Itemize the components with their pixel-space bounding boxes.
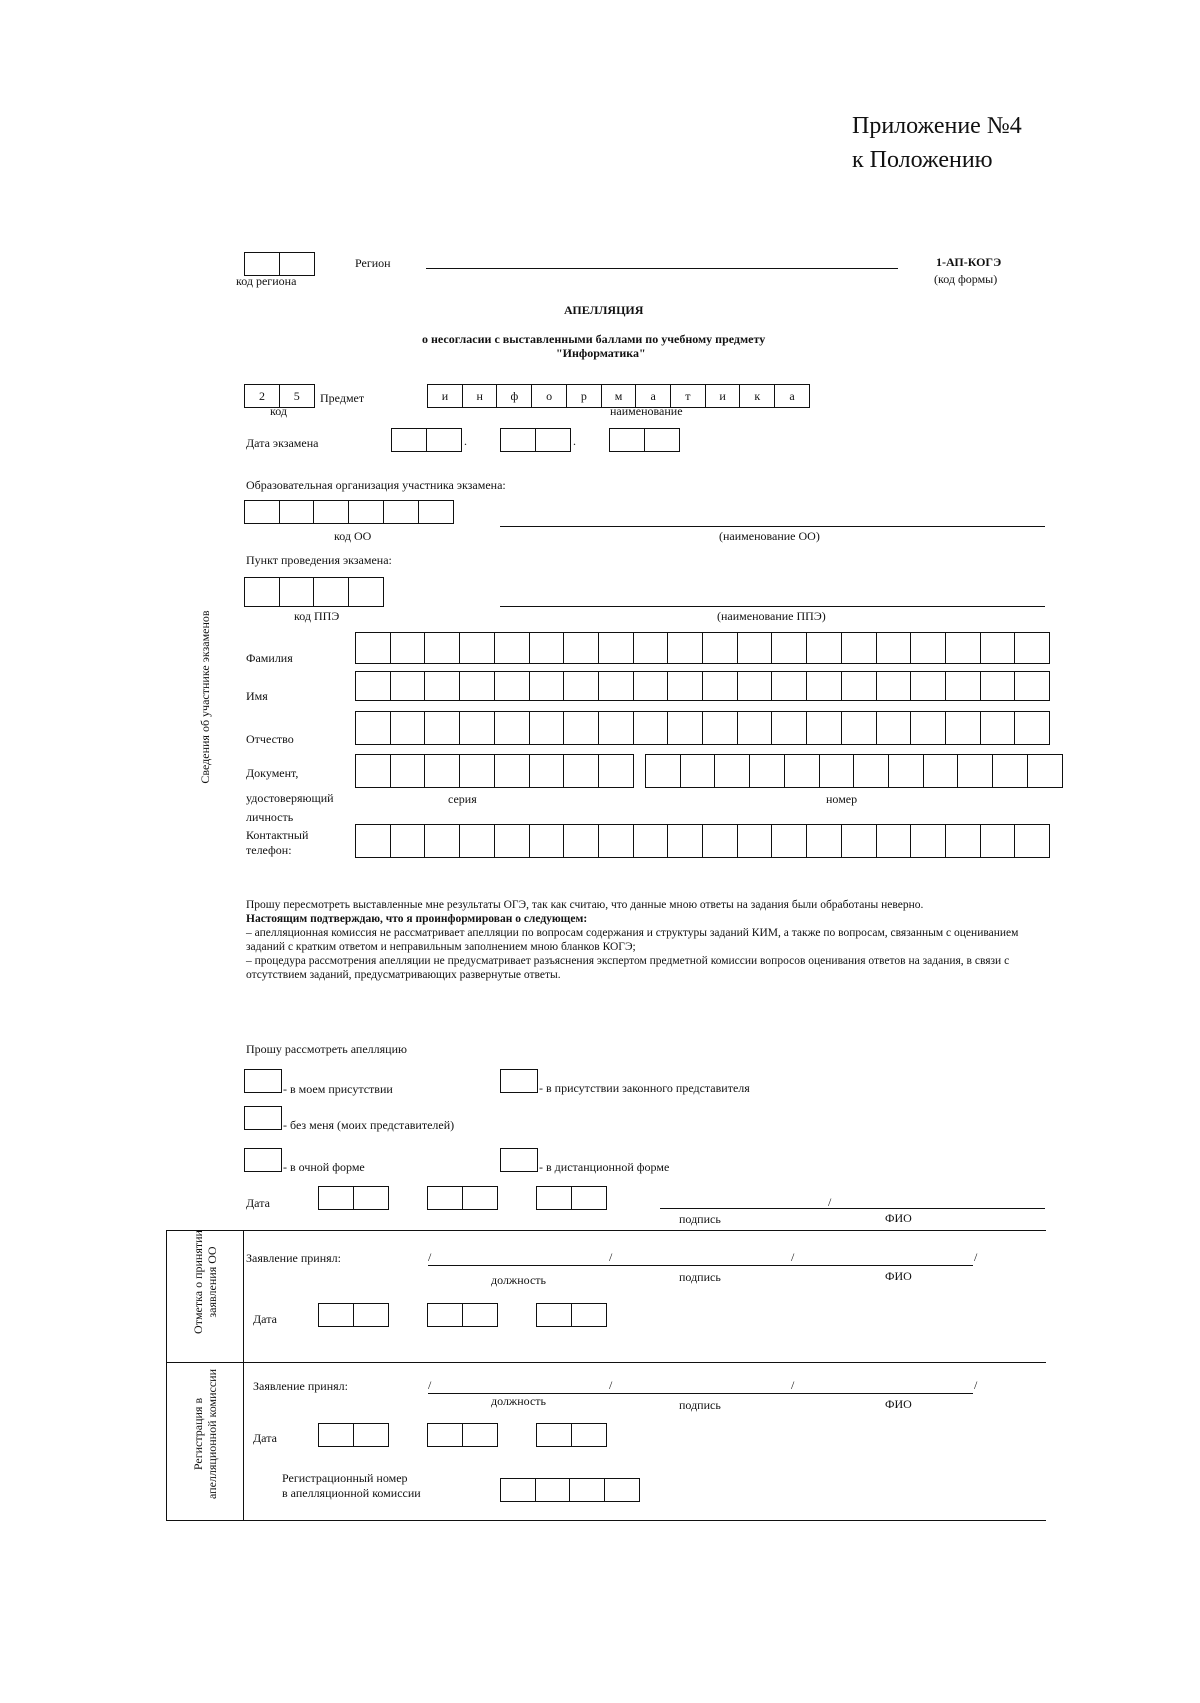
number-cell[interactable] (645, 754, 681, 788)
patronymic-cell[interactable] (945, 711, 981, 745)
subject-letter-cell[interactable]: а (774, 384, 810, 408)
date-cell[interactable] (462, 1303, 498, 1327)
with-representative-label: - в присутствии законного представителя (539, 1081, 750, 1095)
surname-cell[interactable] (633, 632, 669, 664)
series-cell[interactable] (529, 754, 565, 788)
section-separator (166, 1362, 1046, 1363)
phone-cell[interactable] (876, 824, 912, 858)
exam-date-month[interactable] (500, 428, 569, 452)
org-code-cell[interactable] (279, 500, 315, 524)
surname-cell[interactable] (598, 632, 634, 664)
subject-letter-cell[interactable]: и (705, 384, 741, 408)
series-cell[interactable] (355, 754, 391, 788)
surname-cell[interactable] (355, 632, 391, 664)
patronymic-cell[interactable] (841, 711, 877, 745)
region-label: Регион (355, 256, 391, 270)
series-cell[interactable] (494, 754, 530, 788)
appendix-subtitle: к Положению (852, 147, 993, 173)
oo-accepted-label: Заявление принял: (246, 1251, 341, 1265)
commission-date-year[interactable] (536, 1423, 605, 1447)
document-label-3: личность (246, 810, 294, 824)
phone-label-2: телефон: (246, 843, 292, 857)
oo-signature-caption: подпись (679, 1270, 721, 1284)
reg-number-label-2: в апелляционной комиссии (282, 1486, 421, 1500)
number-cell[interactable] (992, 754, 1028, 788)
name-cell[interactable] (771, 671, 807, 701)
surname-cell[interactable] (1014, 632, 1050, 664)
region-code-cells[interactable] (244, 252, 313, 276)
date-cell[interactable] (427, 1303, 463, 1327)
document-series-cells[interactable] (355, 754, 633, 788)
date-cell[interactable] (644, 428, 680, 452)
document-number-caption: номер (826, 792, 858, 806)
date-cell[interactable] (571, 1186, 607, 1210)
number-cell[interactable] (923, 754, 959, 788)
org-code-cell[interactable] (348, 500, 384, 524)
ppe-code-cell[interactable] (244, 577, 280, 607)
phone-cell[interactable] (529, 824, 565, 858)
subject-code-cell[interactable]: 2 (244, 384, 280, 408)
number-cell[interactable] (819, 754, 855, 788)
ppe-code-cell[interactable] (348, 577, 384, 607)
exam-date-day[interactable] (391, 428, 460, 452)
subject-letter-cell[interactable]: н (462, 384, 498, 408)
patronymic-cell[interactable] (667, 711, 703, 745)
surname-cell[interactable] (459, 632, 495, 664)
patronymic-cell[interactable] (390, 711, 426, 745)
ppe-code-caption: код ППЭ (294, 609, 340, 623)
ppe-label: Пункт проведения экзамена: (246, 553, 392, 567)
subject-letter-cell[interactable]: ф (496, 384, 532, 408)
subject-letter-cell[interactable]: р (566, 384, 602, 408)
surname-cell[interactable] (424, 632, 460, 664)
name-cell[interactable] (667, 671, 703, 701)
commission-slash-2: / (609, 1378, 613, 1392)
oo-date-month[interactable] (427, 1303, 496, 1327)
surname-label: Фамилия (246, 651, 293, 665)
subject-letter-cell[interactable]: и (427, 384, 463, 408)
number-cell[interactable] (680, 754, 716, 788)
date-cell[interactable] (536, 1423, 572, 1447)
series-cell[interactable] (598, 754, 634, 788)
patronymic-cell[interactable] (563, 711, 599, 745)
phone-cell[interactable] (702, 824, 738, 858)
in-presence-label: - в моем присутствии (283, 1082, 393, 1096)
date-cell[interactable] (462, 1186, 498, 1210)
patronymic-cell[interactable] (529, 711, 565, 745)
oo-position-caption: должность (491, 1273, 546, 1287)
commission-accepted-label: Заявление принял: (253, 1379, 348, 1393)
patronymic-cell[interactable] (424, 711, 460, 745)
reg-number-cells[interactable] (500, 1478, 639, 1502)
reg-number-cell[interactable] (535, 1478, 571, 1502)
statement-point-2: – процедура рассмотрения апелляции не предусматривает разъяснения экспертом предметной комиссии вопросов оценивания ответов на задания, в связи с отсутствием заданий, предусматривающих развернутые ответы. (246, 955, 1010, 981)
commission-fio-caption: ФИО (885, 1397, 912, 1411)
patronymic-cell[interactable] (459, 711, 495, 745)
subject-letter-cell[interactable]: о (531, 384, 567, 408)
series-cell[interactable] (563, 754, 599, 788)
phone-cell[interactable] (771, 824, 807, 858)
org-name-caption: (наименование ОО) (719, 529, 820, 543)
date-cell[interactable] (318, 1186, 354, 1210)
in-presence-checkbox[interactable] (244, 1069, 282, 1093)
reg-number-cell[interactable] (569, 1478, 605, 1502)
date-cell[interactable] (427, 1186, 463, 1210)
surname-cell[interactable] (529, 632, 565, 664)
reg-number-cell[interactable] (500, 1478, 536, 1502)
oo-side-title (191, 1202, 219, 1362)
patronymic-cell[interactable] (355, 711, 391, 745)
name-cell[interactable] (1014, 671, 1050, 701)
phone-cell[interactable] (355, 824, 391, 858)
reg-number-label-1: Регистрационный номер (282, 1471, 408, 1485)
reg-number-cell[interactable] (604, 1478, 640, 1502)
org-code-cell[interactable] (383, 500, 419, 524)
surname-cell[interactable] (910, 632, 946, 664)
name-cell[interactable] (390, 671, 426, 701)
surname-cell[interactable] (806, 632, 842, 664)
date-cell[interactable] (353, 1186, 389, 1210)
form-code-caption: (код формы) (934, 272, 998, 286)
document-series-caption: серия (448, 792, 477, 806)
with-representative-checkbox[interactable] (500, 1069, 538, 1093)
patronymic-cell[interactable] (737, 711, 773, 745)
name-cell[interactable] (702, 671, 738, 701)
number-cell[interactable] (853, 754, 889, 788)
ppe-name-line[interactable] (500, 606, 1045, 607)
name-cell[interactable] (355, 671, 391, 701)
name-cells[interactable] (355, 671, 1049, 701)
date-cell[interactable] (318, 1423, 354, 1447)
applicant-signature-line[interactable] (660, 1208, 1045, 1209)
number-cell[interactable] (749, 754, 785, 788)
without-me-label: - без меня (моих представителей) (283, 1118, 455, 1132)
phone-label-1: Контактный (246, 828, 309, 842)
subject-letter-cell[interactable]: т (670, 384, 706, 408)
name-cell[interactable] (980, 671, 1016, 701)
oo-slash-3: / (791, 1250, 795, 1264)
phone-cell[interactable] (459, 824, 495, 858)
subject-code-cell[interactable]: 5 (279, 384, 315, 408)
date-cell[interactable] (535, 428, 571, 452)
oo-side-title-2: заявления ОО (205, 1246, 219, 1318)
name-cell[interactable] (424, 671, 460, 701)
org-code-cell[interactable] (418, 500, 454, 524)
phone-cell[interactable] (737, 824, 773, 858)
document-subtitle-2: "Информатика" (556, 346, 646, 360)
commission-date-day[interactable] (318, 1423, 387, 1447)
section-bottom-border (166, 1520, 1046, 1521)
applicant-slash: / (828, 1195, 832, 1209)
org-label: Образовательная организация участника экзамена: (246, 478, 506, 492)
name-cell[interactable] (841, 671, 877, 701)
date-cell[interactable] (571, 1423, 607, 1447)
document-subtitle-1: о несогласии с выставленными баллами по учебному предмету (422, 332, 766, 346)
region-code-caption: код региона (236, 274, 297, 288)
ppe-code-cell[interactable] (313, 577, 349, 607)
participant-side-title: Сведения об участнике экзаменов (198, 610, 212, 784)
series-cell[interactable] (459, 754, 495, 788)
statement-confirm: Настоящим подтверждаю, что я проинформирован о следующем: (246, 913, 588, 925)
applicant-signature-caption: подпись (679, 1212, 721, 1226)
name-cell[interactable] (910, 671, 946, 701)
ppe-code-cell[interactable] (279, 577, 315, 607)
name-cell[interactable] (563, 671, 599, 701)
org-code-caption: код ОО (334, 529, 372, 543)
region-code-cell[interactable] (279, 252, 315, 276)
date-cell[interactable] (353, 1423, 389, 1447)
name-cell[interactable] (494, 671, 530, 701)
commission-side-title-2: апелляционной комиссии (205, 1368, 219, 1500)
phone-cell[interactable] (633, 824, 669, 858)
number-cell[interactable] (888, 754, 924, 788)
applicant-date-label: Дата (246, 1196, 270, 1210)
commission-side-title-1: Регистрация в (191, 1397, 205, 1471)
section-divider (243, 1230, 244, 1520)
oo-side-title-1: Отметка о принятии (191, 1230, 205, 1334)
commission-signature-caption: подпись (679, 1398, 721, 1412)
date-cell[interactable] (571, 1303, 607, 1327)
patronymic-cell[interactable] (980, 711, 1016, 745)
surname-cells[interactable] (355, 632, 1049, 664)
commission-slash-3: / (791, 1378, 795, 1392)
patronymic-cell[interactable] (494, 711, 530, 745)
name-cell[interactable] (876, 671, 912, 701)
phone-cells[interactable] (355, 824, 1049, 858)
statement-point-1: – апелляционная комиссия не рассматривает апелляции по вопросам содержания и структуры заданий КИМ, а также по вопросам, связанным с оцениванием заданий с кратким ответом и неправильным заполнением мною бланков КОГЭ; (246, 927, 1019, 953)
surname-cell[interactable] (737, 632, 773, 664)
phone-cell[interactable] (424, 824, 460, 858)
patronymic-cells[interactable] (355, 711, 1049, 745)
surname-cell[interactable] (841, 632, 877, 664)
name-cell[interactable] (598, 671, 634, 701)
phone-cell[interactable] (563, 824, 599, 858)
commission-position-caption: должность (491, 1394, 546, 1408)
region-name-line[interactable] (426, 268, 898, 269)
ppe-code-cells[interactable] (244, 577, 383, 607)
name-cell[interactable] (737, 671, 773, 701)
date-cell[interactable] (318, 1303, 354, 1327)
ppe-name-caption: (наименование ППЭ) (717, 609, 826, 623)
patronymic-cell[interactable] (702, 711, 738, 745)
date-separator: . (573, 434, 576, 448)
name-cell[interactable] (529, 671, 565, 701)
in-person-checkbox[interactable] (244, 1148, 282, 1172)
document-label-2: удостоверяющий (246, 791, 334, 805)
patronymic-cell[interactable] (910, 711, 946, 745)
oo-slash-2: / (609, 1250, 613, 1264)
surname-cell[interactable] (876, 632, 912, 664)
oo-date-label: Дата (253, 1312, 277, 1326)
phone-cell[interactable] (910, 824, 946, 858)
date-cell[interactable] (353, 1303, 389, 1327)
exam-date-year[interactable] (609, 428, 678, 452)
commission-date-label: Дата (253, 1431, 277, 1445)
number-cell[interactable] (1027, 754, 1063, 788)
region-code-cell[interactable] (244, 252, 280, 276)
commission-date-month[interactable] (427, 1423, 496, 1447)
date-cell[interactable] (427, 1423, 463, 1447)
oo-slash-1: / (428, 1250, 432, 1264)
name-cell[interactable] (806, 671, 842, 701)
series-cell[interactable] (424, 754, 460, 788)
document-number-cells[interactable] (645, 754, 1061, 788)
subject-letter-cell[interactable]: а (635, 384, 671, 408)
oo-date-day[interactable] (318, 1303, 387, 1327)
org-code-cell[interactable] (313, 500, 349, 524)
phone-cell[interactable] (390, 824, 426, 858)
date-cell[interactable] (536, 1186, 572, 1210)
surname-cell[interactable] (980, 632, 1016, 664)
oo-slash-4: / (974, 1250, 978, 1264)
patronymic-cell[interactable] (633, 711, 669, 745)
date-cell[interactable] (391, 428, 427, 452)
number-cell[interactable] (784, 754, 820, 788)
in-person-label: - в очной форме (283, 1160, 365, 1174)
section-left-border (166, 1230, 167, 1520)
date-cell[interactable] (500, 428, 536, 452)
commission-slash-1: / (428, 1378, 432, 1392)
patronymic-cell[interactable] (876, 711, 912, 745)
phone-cell[interactable] (1014, 824, 1050, 858)
oo-accepted-line[interactable] (428, 1265, 973, 1266)
without-me-checkbox[interactable] (244, 1106, 282, 1130)
applicant-date-year[interactable] (536, 1186, 605, 1210)
surname-cell[interactable] (945, 632, 981, 664)
oo-section-top-border (166, 1230, 1046, 1231)
phone-cell[interactable] (841, 824, 877, 858)
date-cell[interactable] (536, 1303, 572, 1327)
subject-letter-cell[interactable]: м (601, 384, 637, 408)
commission-side-title (191, 1344, 219, 1524)
appendix-title: Приложение №4 (852, 113, 1022, 139)
name-cell[interactable] (945, 671, 981, 701)
org-code-cell[interactable] (244, 500, 280, 524)
remote-checkbox[interactable] (500, 1148, 538, 1172)
number-cell[interactable] (957, 754, 993, 788)
name-label: Имя (246, 689, 268, 703)
date-separator: . (464, 434, 467, 448)
surname-cell[interactable] (702, 632, 738, 664)
commission-slash-4: / (974, 1378, 978, 1392)
phone-cell[interactable] (806, 824, 842, 858)
statement-block (246, 898, 1046, 982)
document-title: АПЕЛЛЯЦИЯ (564, 303, 644, 317)
date-cell[interactable] (609, 428, 645, 452)
name-cell[interactable] (633, 671, 669, 701)
phone-cell[interactable] (667, 824, 703, 858)
oo-fio-caption: ФИО (885, 1269, 912, 1283)
patronymic-cell[interactable] (771, 711, 807, 745)
patronymic-label: Отчество (246, 732, 294, 746)
date-cell[interactable] (426, 428, 462, 452)
oo-date-year[interactable] (536, 1303, 605, 1327)
org-code-cells[interactable] (244, 500, 452, 524)
applicant-date-day[interactable] (318, 1186, 387, 1210)
surname-cell[interactable] (494, 632, 530, 664)
remote-label: - в дистанционной форме (539, 1160, 670, 1174)
org-name-line[interactable] (500, 526, 1045, 527)
series-cell[interactable] (390, 754, 426, 788)
patronymic-cell[interactable] (806, 711, 842, 745)
name-cell[interactable] (459, 671, 495, 701)
surname-cell[interactable] (563, 632, 599, 664)
applicant-date-month[interactable] (427, 1186, 496, 1210)
number-cell[interactable] (714, 754, 750, 788)
exam-date-label: Дата экзамена (246, 436, 319, 450)
patronymic-cell[interactable] (598, 711, 634, 745)
applicant-fio-caption: ФИО (885, 1211, 912, 1225)
phone-cell[interactable] (980, 824, 1016, 858)
surname-cell[interactable] (667, 632, 703, 664)
form-code: 1-АП-КОГЭ (936, 255, 1002, 269)
surname-cell[interactable] (771, 632, 807, 664)
subject-letter-cell[interactable]: к (739, 384, 775, 408)
patronymic-cell[interactable] (1014, 711, 1050, 745)
subject-name-caption: наименование (610, 404, 683, 418)
phone-cell[interactable] (945, 824, 981, 858)
date-cell[interactable] (462, 1423, 498, 1447)
phone-cell[interactable] (494, 824, 530, 858)
phone-cell[interactable] (598, 824, 634, 858)
document-label-1: Документ, (246, 766, 299, 780)
statement-request: Прошу пересмотреть выставленные мне результаты ОГЭ, так как считаю, что данные мною ответы на задания были обработаны неверно. (246, 899, 924, 911)
surname-cell[interactable] (390, 632, 426, 664)
subject-label: Предмет (320, 391, 365, 405)
subject-code-caption: код (270, 404, 287, 418)
options-label: Прошу рассмотреть апелляцию (246, 1042, 407, 1056)
